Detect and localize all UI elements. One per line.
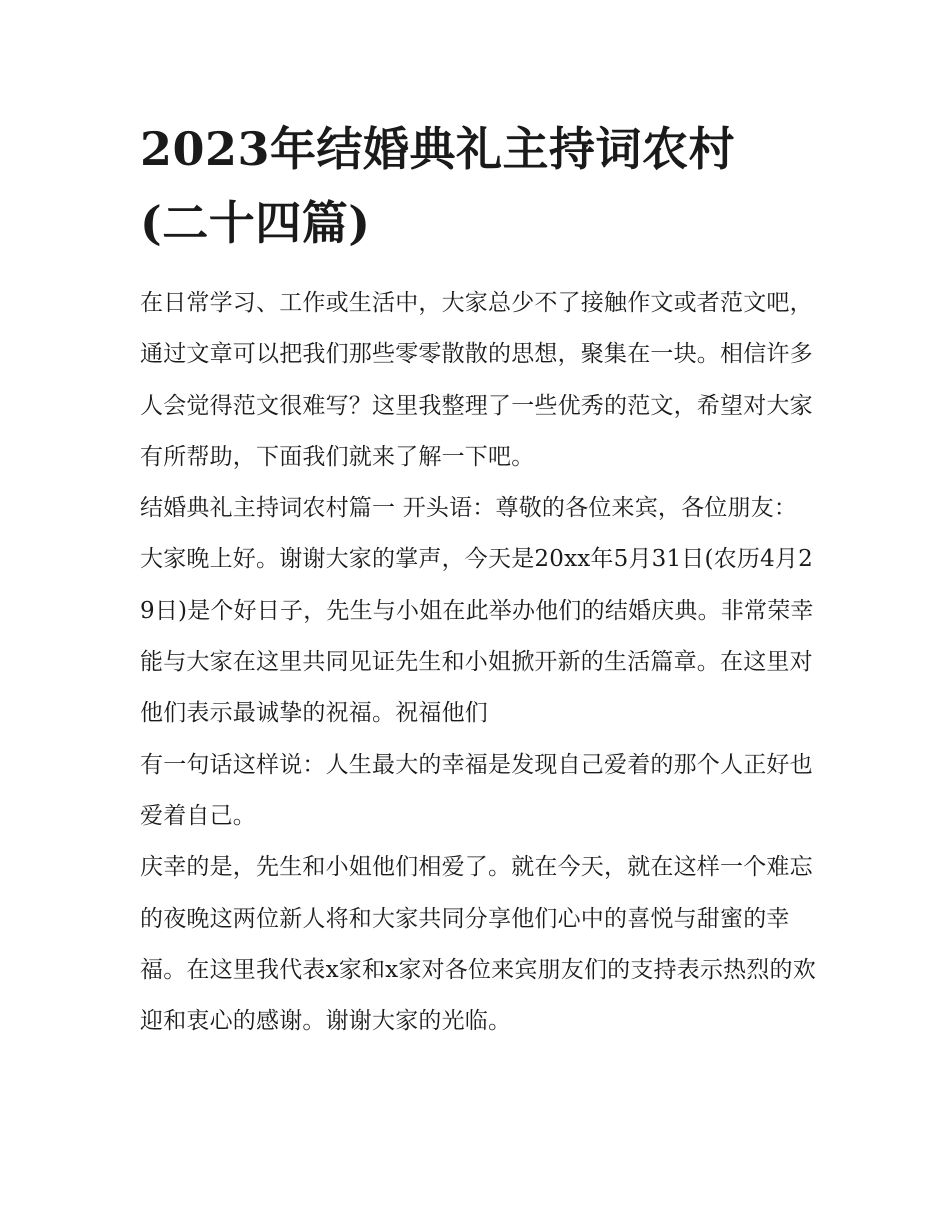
- document-title: [140, 112, 820, 260]
- paragraph-intro: 在日常学习、工作或生活中，大家总少不了接触作文或者范文吧，通过文章可以把我们那些零零散散的思想，聚集在一块。相信许多人会觉得范文很难写？这里我整理了一些优秀的范文，希望对大家有所帮助，下面我们就来了解一下吧。: [140, 290, 813, 470]
- title-line-1: 2023年结婚典礼主持词农村: [140, 122, 736, 176]
- paragraph-greeting: 大家晚上好。谢谢大家的掌声，今天是20xx年5月31日(农历4月29日)是个好日子，先生与小姐在此举办他们的结婚庆典。非常荣幸能与大家在这里共同见证先生和小姐掀开新的生活篇章。在这里对他们表示最诚挚的祝福。祝福他们: [140, 546, 814, 727]
- document-page: [140, 112, 820, 1047]
- title-line-2: (二十四篇): [140, 196, 371, 250]
- paragraph-opening: 结婚典礼主持词农村篇一 开头语：尊敬的各位来宾，各位朋友：: [140, 495, 798, 522]
- paragraph-saying: 有一句话这样说：人生最大的幸福是发现自己爱着的那个人正好也爱着自己。: [140, 751, 813, 829]
- paragraph-thanks: 庆幸的是，先生和小姐他们相爱了。就在今天，就在这样一个难忘的夜晚这两位新人将和大家共同分享他们心中的喜悦与甜蜜的幸福。在这里我代表x家和x家对各位来宾朋友们的支持表示热烈的欢迎和衷心的感谢。谢谢大家的光临。: [140, 854, 816, 1035]
- document-body: [140, 278, 820, 1047]
